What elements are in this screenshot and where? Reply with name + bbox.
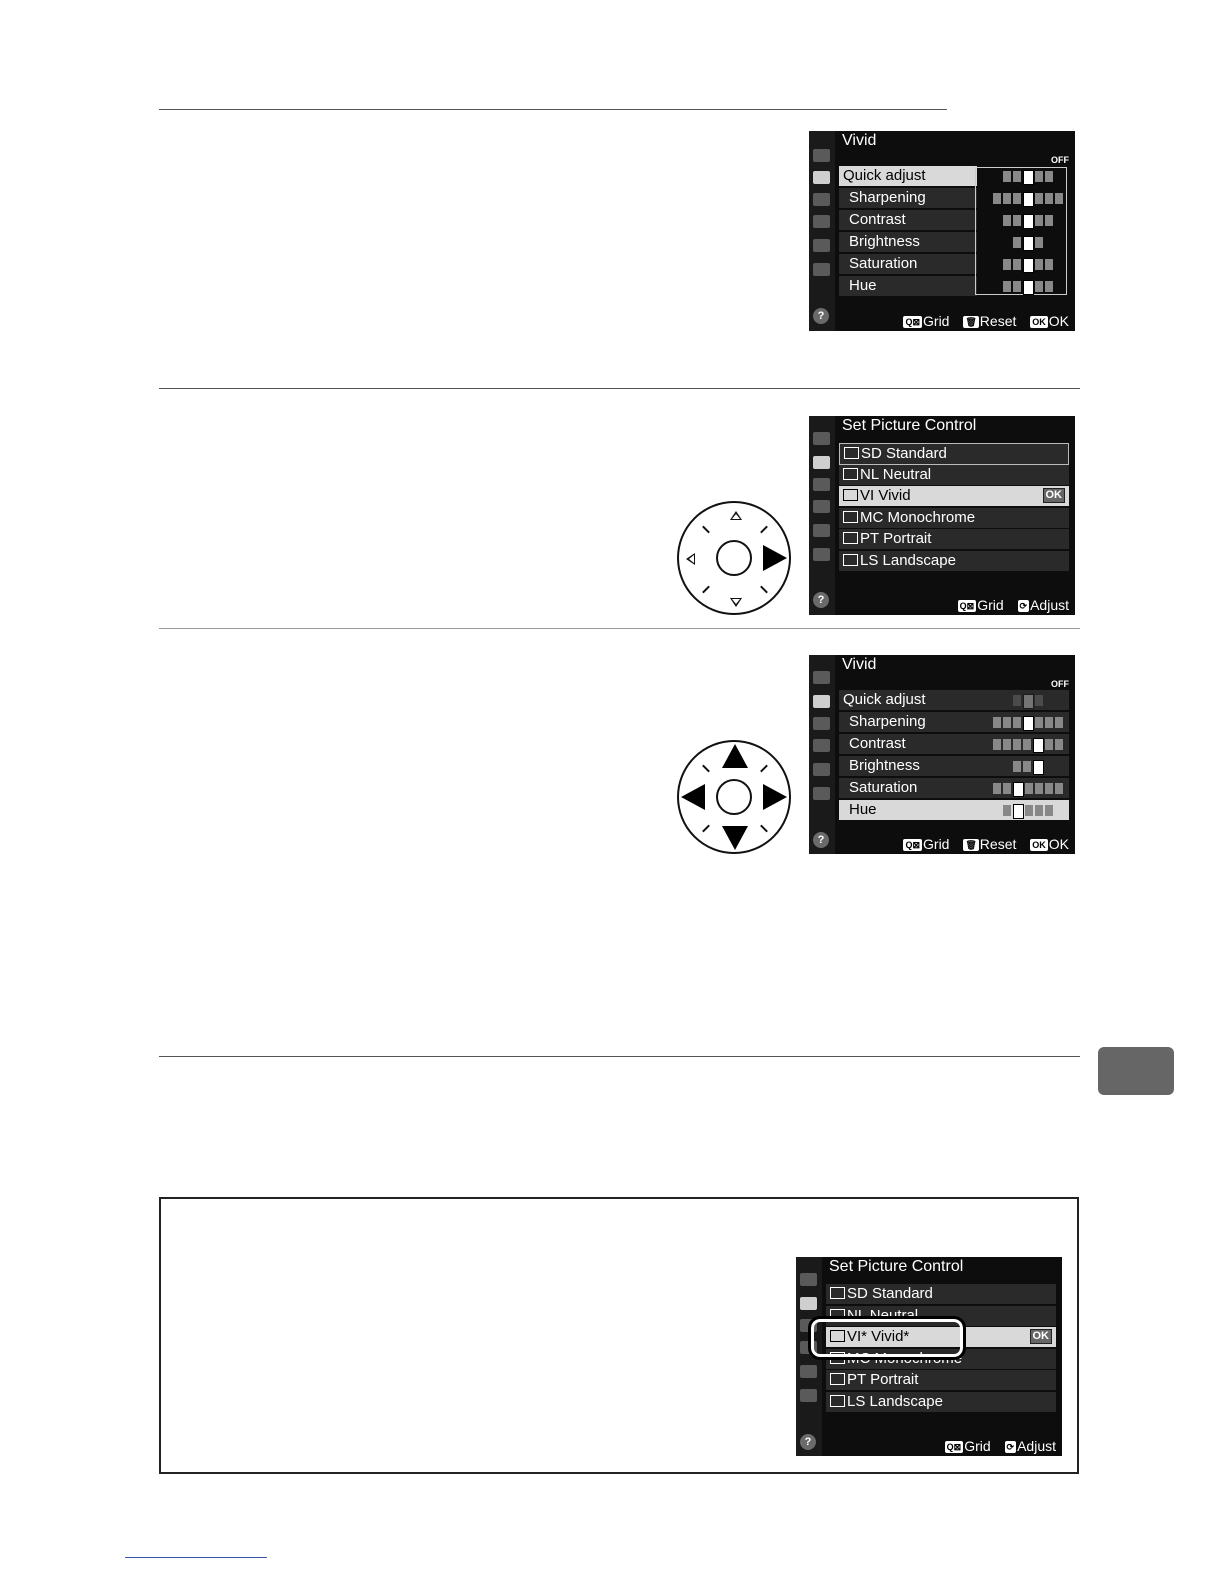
row-contrast[interactable] xyxy=(839,210,977,230)
item-label: PT Portrait xyxy=(847,1371,919,1388)
grid-label: Grid xyxy=(923,836,950,852)
row-hue[interactable] xyxy=(839,276,977,296)
grid-label: Grid xyxy=(977,597,1004,613)
row-quick-adjust[interactable] xyxy=(839,166,977,186)
picture-control-icon xyxy=(843,489,858,501)
multi-selector-center xyxy=(716,540,752,576)
row-saturation[interactable] xyxy=(839,254,977,274)
ok-badge: OK xyxy=(1030,1329,1053,1344)
off-tag: OFF xyxy=(1051,679,1069,689)
picture-control-icon xyxy=(843,468,858,480)
row-label: Contrast xyxy=(849,735,906,752)
picture-control-item[interactable] xyxy=(839,551,1069,571)
custom-settings-icon[interactable] xyxy=(813,478,830,491)
picture-control-item[interactable] xyxy=(826,1370,1056,1390)
picture-control-item[interactable] xyxy=(826,1392,1056,1412)
top-rule xyxy=(159,109,947,110)
saturation-slider[interactable] xyxy=(993,783,1065,794)
sharpening-slider[interactable] xyxy=(993,717,1065,728)
retouch-menu-icon[interactable] xyxy=(813,239,830,252)
zoom-key-icon: Q⊠ xyxy=(905,317,921,328)
zoom-key-icon: Q⊠ xyxy=(905,840,921,851)
brightness-slider[interactable] xyxy=(993,761,1065,772)
right-arrow-icon xyxy=(763,545,787,571)
menu-sidebar xyxy=(809,131,835,331)
help-icon[interactable]: ? xyxy=(813,832,829,848)
brightness-slider[interactable] xyxy=(993,237,1065,248)
picture-control-item[interactable] xyxy=(839,443,1069,465)
adjust-label: Adjust xyxy=(1030,597,1069,613)
ok-label: OK xyxy=(1048,313,1069,329)
modified-item-callout xyxy=(808,1316,966,1360)
saturation-slider[interactable] xyxy=(993,259,1065,270)
my-menu-icon[interactable] xyxy=(813,787,830,800)
multi-selector-right-icon xyxy=(677,501,791,615)
hue-slider[interactable] xyxy=(993,281,1065,292)
off-tag: OFF xyxy=(1051,155,1069,165)
reset-label: Reset xyxy=(979,313,1017,329)
help-icon[interactable]: ? xyxy=(813,592,829,608)
item-label: VI Vivid xyxy=(860,487,911,504)
trash-key-icon: 🗑 xyxy=(965,840,977,851)
item-label: VI* Vivid* xyxy=(847,1328,910,1345)
custom-settings-icon[interactable] xyxy=(813,717,830,730)
camera-screen-vivid-quick-adjust xyxy=(809,131,1075,331)
help-icon[interactable]: ? xyxy=(813,308,829,324)
item-label: LS Landscape xyxy=(847,1393,943,1410)
retouch-menu-icon[interactable] xyxy=(813,524,830,537)
section-rule-1 xyxy=(159,388,1080,389)
zoom-key-icon: Q⊠ xyxy=(959,601,975,612)
picture-control-item[interactable] xyxy=(826,1284,1056,1304)
playback-menu-icon[interactable] xyxy=(813,149,830,162)
row-label: Hue xyxy=(849,277,877,294)
chapter-tab xyxy=(1098,1047,1174,1095)
value-panel xyxy=(975,167,1067,295)
contrast-slider[interactable] xyxy=(993,215,1065,226)
setup-menu-icon[interactable] xyxy=(813,215,830,228)
screen-title: Vivid xyxy=(842,656,877,673)
picture-control-icon xyxy=(843,554,858,566)
picture-control-icon xyxy=(843,511,858,523)
quick-adjust-slider[interactable] xyxy=(993,171,1065,182)
grid-label: Grid xyxy=(923,313,950,329)
picture-control-item[interactable] xyxy=(839,508,1069,528)
screen-title: Vivid xyxy=(842,132,877,149)
row-label: Quick adjust xyxy=(843,691,926,708)
screen-footer xyxy=(948,597,1069,613)
ok-key-icon: OK xyxy=(1032,840,1046,851)
grid-label: Grid xyxy=(964,1438,991,1454)
zoom-key-icon: Q⊠ xyxy=(946,1442,962,1453)
shooting-menu-icon[interactable] xyxy=(813,695,830,708)
custom-settings-icon[interactable] xyxy=(813,193,830,206)
picture-control-item-selected[interactable] xyxy=(839,486,1069,506)
item-label: PT Portrait xyxy=(860,530,932,547)
camera-screen-vivid-adjust xyxy=(809,655,1075,854)
picture-control-icon xyxy=(844,447,859,459)
playback-menu-icon[interactable] xyxy=(813,671,830,684)
setup-menu-icon[interactable] xyxy=(813,739,830,752)
screen-footer xyxy=(893,836,1069,852)
item-label: MC Monochrome xyxy=(847,1350,963,1367)
picture-control-icon xyxy=(830,1287,845,1299)
item-label: SD Standard xyxy=(847,1285,933,1302)
hue-slider[interactable] xyxy=(993,805,1065,816)
page-link-underline[interactable] xyxy=(125,1557,267,1558)
ok-label: OK xyxy=(1048,836,1069,852)
row-label: Contrast xyxy=(849,211,906,228)
row-brightness[interactable] xyxy=(839,232,977,252)
menu-sidebar xyxy=(809,416,835,615)
up-arrow-icon xyxy=(722,744,748,768)
row-label: Hue xyxy=(849,801,877,818)
shooting-menu-icon[interactable] xyxy=(813,171,830,184)
picture-control-icon xyxy=(830,1373,845,1385)
help-icon[interactable]: ? xyxy=(800,1434,816,1450)
my-menu-icon[interactable] xyxy=(813,548,830,561)
row-label: Brightness xyxy=(849,233,920,250)
ok-key-icon: OK xyxy=(1032,317,1046,328)
shooting-menu-icon[interactable] xyxy=(800,1297,817,1310)
menu-sidebar xyxy=(809,655,835,854)
my-menu-icon[interactable] xyxy=(800,1389,817,1402)
left-arrow-icon xyxy=(681,784,705,810)
item-label: SD Standard xyxy=(861,445,947,462)
row-label: Sharpening xyxy=(849,189,926,206)
row-label: Brightness xyxy=(849,757,920,774)
retouch-menu-icon[interactable] xyxy=(813,763,830,776)
playback-menu-icon[interactable] xyxy=(813,432,830,445)
row-label: Sharpening xyxy=(849,713,926,730)
section-rule-3 xyxy=(159,1056,1080,1057)
screen-title: Set Picture Control xyxy=(829,1258,964,1275)
row-label: Saturation xyxy=(849,779,918,796)
down-arrow-icon xyxy=(722,826,748,850)
quick-adjust-slider[interactable] xyxy=(993,695,1065,706)
setup-menu-icon[interactable] xyxy=(813,500,830,513)
trash-key-icon: 🗑 xyxy=(965,317,977,328)
item-label: LS Landscape xyxy=(860,552,956,569)
picture-control-item[interactable] xyxy=(839,465,1069,485)
contrast-slider[interactable] xyxy=(993,739,1065,750)
multi-selector-all-directions-icon xyxy=(677,740,791,854)
adjust-label: Adjust xyxy=(1017,1438,1056,1454)
screen-footer xyxy=(935,1438,1056,1454)
camera-screen-set-picture-control xyxy=(809,416,1075,615)
screen-footer xyxy=(893,313,1069,329)
reset-label: Reset xyxy=(979,836,1017,852)
playback-menu-icon[interactable] xyxy=(800,1273,817,1286)
item-label: NL Neutral xyxy=(847,1307,919,1324)
screen-title: Set Picture Control xyxy=(842,417,977,434)
row-sharpening[interactable] xyxy=(839,188,977,208)
item-label: NL Neutral xyxy=(860,466,932,483)
picture-control-icon xyxy=(830,1395,845,1407)
multi-selector-center xyxy=(716,779,752,815)
dial-icon: ⟳ xyxy=(1006,1442,1015,1453)
right-arrow-icon xyxy=(763,784,787,810)
section-rule-2 xyxy=(159,628,1080,629)
dial-icon: ⟳ xyxy=(1019,601,1028,612)
ok-badge: OK xyxy=(1043,488,1066,503)
row-label: Saturation xyxy=(849,255,918,272)
shooting-menu-icon[interactable] xyxy=(813,456,830,469)
picture-control-item[interactable] xyxy=(839,529,1069,549)
item-label: MC Monochrome xyxy=(860,509,976,526)
picture-control-icon xyxy=(843,532,858,544)
row-label: Quick adjust xyxy=(843,167,926,184)
retouch-menu-icon[interactable] xyxy=(800,1365,817,1378)
sharpening-slider[interactable] xyxy=(993,193,1065,204)
my-menu-icon[interactable] xyxy=(813,263,830,276)
